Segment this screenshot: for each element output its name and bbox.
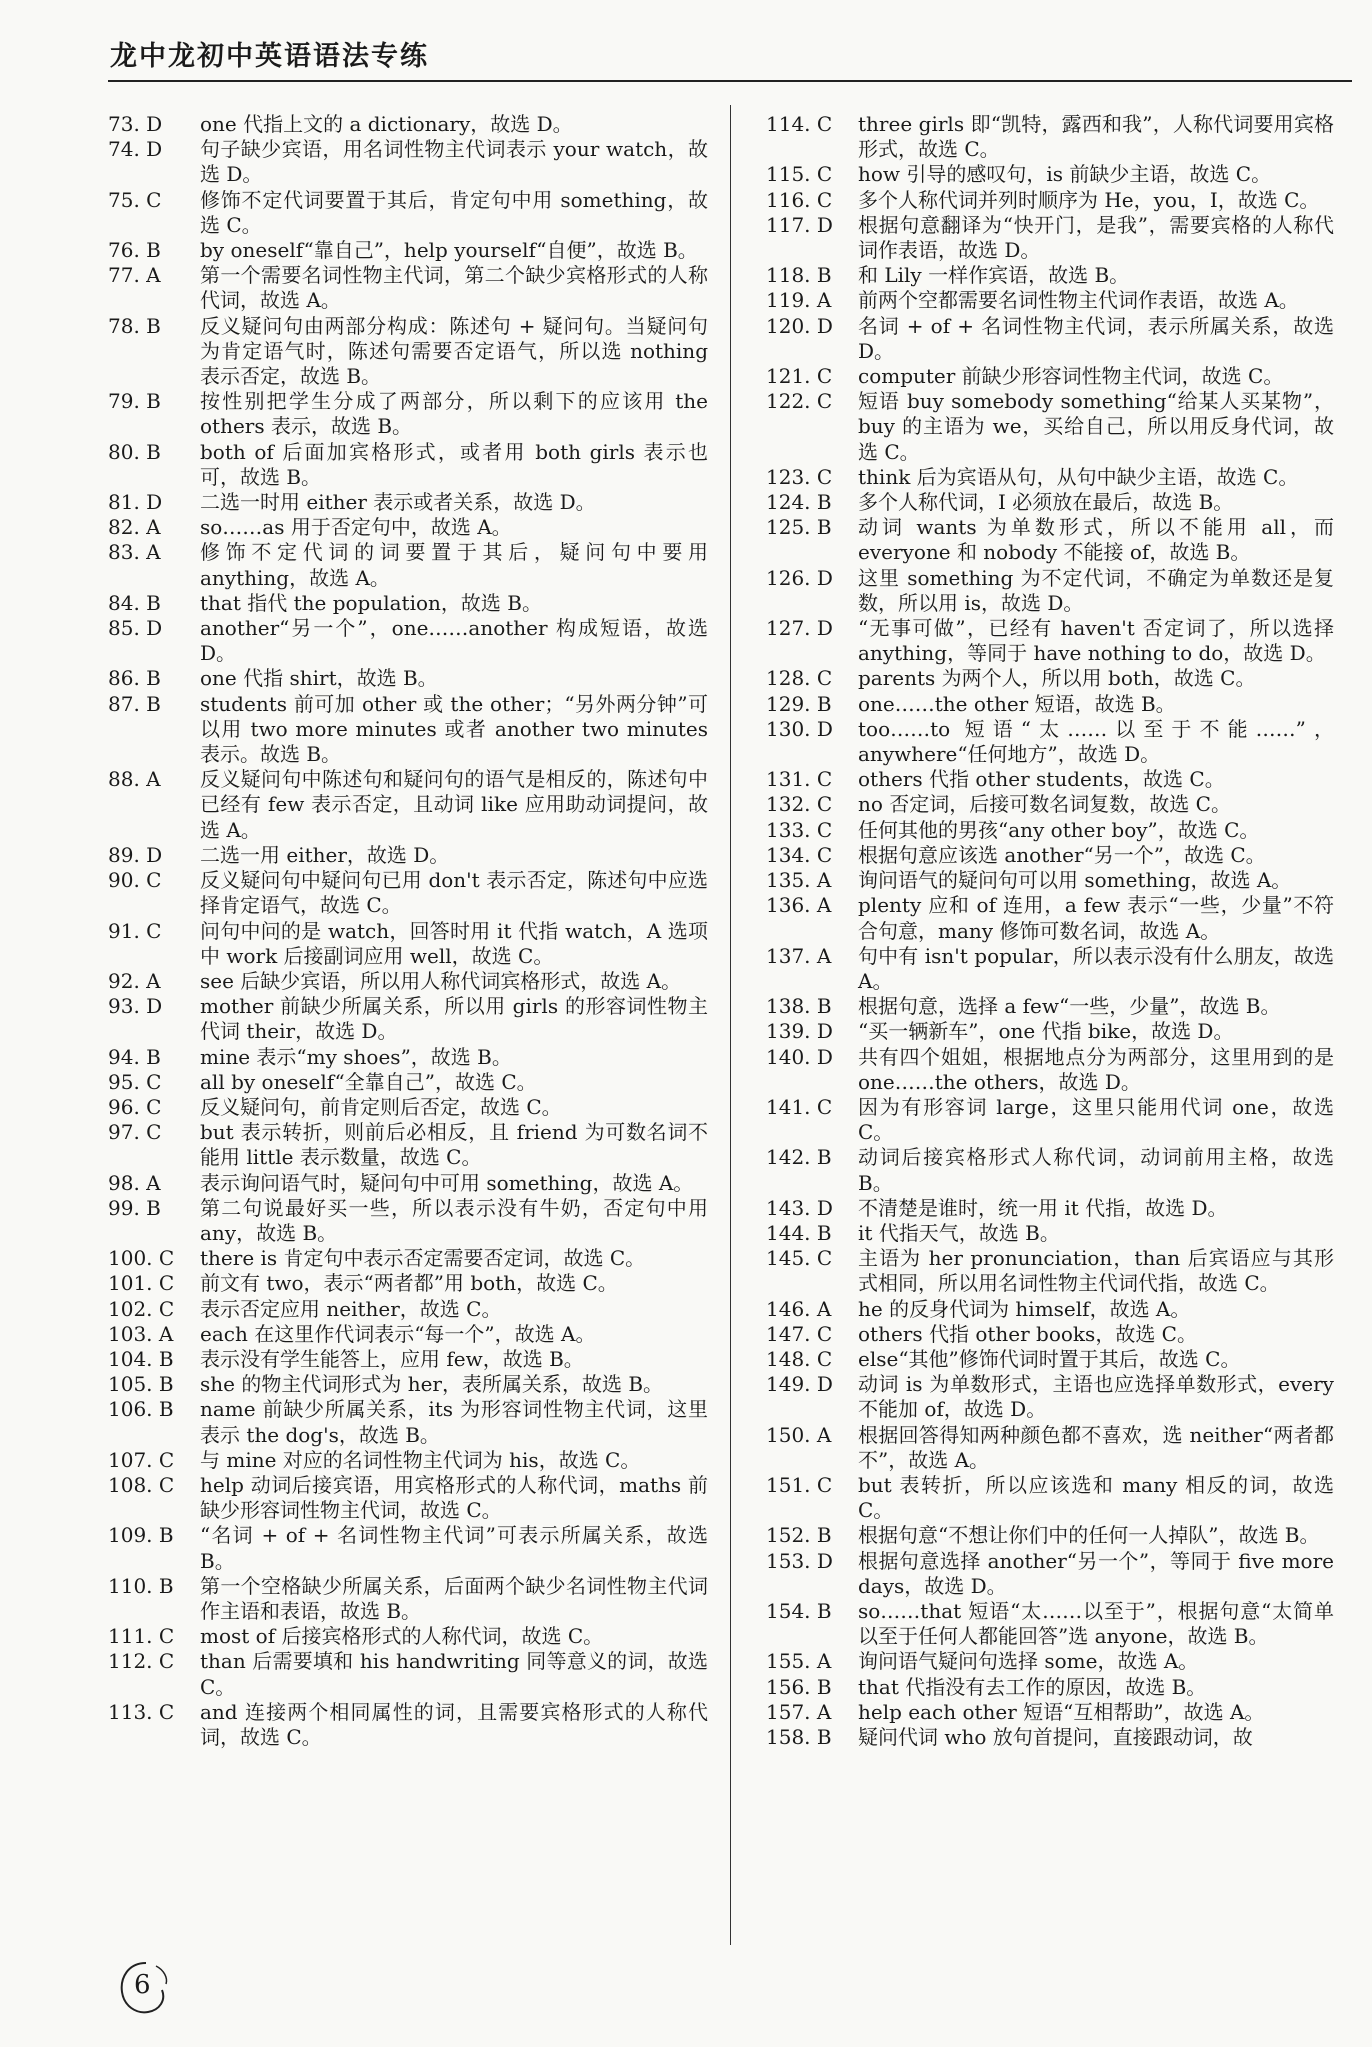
answer-item bbox=[108, 1700, 708, 1750]
answer-item bbox=[108, 515, 708, 540]
answer-explanation: 动词 wants 为单数形式，所以不能用 all，而 everyone 和 nobody 不能接 of，故选 B。 bbox=[858, 515, 1334, 565]
answer-number: 145. C bbox=[766, 1246, 833, 1271]
answer-explanation: three girls 即“凯特，露西和我”，人称代词要用宾格形式，故选 C。 bbox=[858, 112, 1334, 162]
answer-number: 118. B bbox=[766, 263, 832, 288]
answer-explanation: no 否定词，后接可数名词复数，故选 C。 bbox=[858, 792, 1231, 817]
answer-explanation: 表示否定应用 neither，故选 C。 bbox=[200, 1296, 502, 1321]
answer-item bbox=[766, 1322, 1334, 1347]
answer-explanation: 根据句意，选择 a few“一些，少量”，故选 B。 bbox=[858, 994, 1281, 1019]
answer-item bbox=[108, 1322, 708, 1347]
answer-item bbox=[766, 162, 1334, 187]
answer-number: 132. C bbox=[766, 792, 833, 817]
answer-explanation: all by oneself“全靠自己”，故选 C。 bbox=[200, 1069, 537, 1094]
answer-explanation: “无事可做”，已经有 haven't 否定词了，所以选择 anything，等同于 have nothing to do，故选 D。 bbox=[858, 616, 1334, 666]
answer-item bbox=[766, 1196, 1334, 1221]
answer-number: 112. C bbox=[108, 1649, 175, 1674]
answer-number: 130. D bbox=[766, 716, 833, 741]
page-number: 6 bbox=[134, 1970, 151, 2000]
answer-number: 154. B bbox=[766, 1598, 832, 1623]
answer-number: 144. B bbox=[766, 1220, 832, 1245]
answer-number: 94. B bbox=[108, 1044, 161, 1069]
answer-number: 81. D bbox=[108, 490, 163, 515]
answer-number: 126. D bbox=[766, 565, 833, 590]
answer-explanation: parents 为两个人，所以用 both，故选 C。 bbox=[858, 666, 1256, 691]
answer-number: 91. C bbox=[108, 918, 162, 943]
answer-explanation: 与 mine 对应的名词性物主代词为 his，故选 C。 bbox=[200, 1447, 641, 1472]
answer-explanation: how 引导的感叹句，is 前缺少主语，故选 C。 bbox=[858, 162, 1272, 187]
header-rule bbox=[108, 80, 1352, 82]
answer-item bbox=[766, 818, 1334, 843]
answer-item bbox=[766, 1725, 1334, 1750]
answer-item bbox=[766, 1649, 1334, 1674]
answer-number: 73. D bbox=[108, 112, 163, 136]
answer-number: 93. D bbox=[108, 994, 163, 1019]
answer-number: 151. C bbox=[766, 1472, 833, 1497]
answer-explanation: computer 前缺少形容词性物主代词，故选 C。 bbox=[858, 364, 1284, 389]
answer-number: 76. B bbox=[108, 238, 161, 263]
answer-explanation: plenty 应和 of 连用，a few 表示“一些，少量”不符合句意，many 修饰可数名词，故选 A。 bbox=[858, 893, 1334, 943]
answer-number: 77. A bbox=[108, 263, 161, 288]
answer-item bbox=[108, 1246, 708, 1271]
left-answer-column bbox=[108, 112, 708, 1750]
page-number-badge bbox=[116, 1958, 176, 2018]
answer-explanation: 多个人称代词，I 必须放在最后，故选 B。 bbox=[858, 490, 1234, 515]
answer-number: 146. A bbox=[766, 1296, 832, 1321]
answer-explanation: and 连接两个相同属性的词，且需要宾格形式的人称代词，故选 C。 bbox=[200, 1699, 708, 1749]
answer-number: 137. A bbox=[766, 943, 832, 968]
answer-item bbox=[766, 1523, 1334, 1548]
answer-item bbox=[108, 1372, 708, 1397]
answer-explanation: 问句中问的是 watch，回答时用 it 代指 watch，A 选项中 work 后接副词应用 well，故选 C。 bbox=[200, 918, 708, 968]
answer-item bbox=[766, 994, 1334, 1019]
answer-explanation: “名词 + of + 名词性物主代词”可表示所属关系，故选 B。 bbox=[200, 1523, 708, 1573]
answer-number: 86. B bbox=[108, 666, 161, 691]
answer-number: 99. B bbox=[108, 1195, 161, 1220]
answer-number: 122. C bbox=[766, 389, 833, 414]
answer-number: 149. D bbox=[766, 1372, 833, 1397]
answer-item bbox=[766, 792, 1334, 817]
answer-number: 148. C bbox=[766, 1346, 833, 1371]
answer-explanation: most of 后接宾格形式的人称代词，故选 C。 bbox=[200, 1624, 604, 1649]
answer-item bbox=[766, 767, 1334, 792]
answer-explanation: 任何其他的男孩“any other boy”，故选 C。 bbox=[858, 817, 1260, 842]
answer-explanation: help each other 短语“互相帮助”，故选 A。 bbox=[858, 1699, 1265, 1724]
answer-number: 105. B bbox=[108, 1372, 174, 1397]
answer-number: 138. B bbox=[766, 994, 832, 1019]
answer-number: 157. A bbox=[766, 1699, 832, 1724]
answer-explanation: 表示没有学生能答上，应用 few，故选 B。 bbox=[200, 1346, 584, 1371]
answer-item bbox=[766, 188, 1334, 213]
answer-number: 123. C bbox=[766, 464, 833, 489]
answer-item bbox=[108, 1120, 708, 1170]
answer-item bbox=[766, 1095, 1334, 1145]
answer-explanation: it 代指天气，故选 B。 bbox=[858, 1220, 1060, 1245]
answer-item bbox=[766, 1019, 1334, 1044]
answer-number: 128. C bbox=[766, 666, 833, 691]
answer-item bbox=[108, 1473, 708, 1523]
answer-explanation: 这里 something 为不定代词，不确定为单数还是复数，所以用 is，故选 D。 bbox=[858, 565, 1334, 615]
answer-number: 95. C bbox=[108, 1069, 162, 1094]
answer-item bbox=[108, 1649, 708, 1699]
answer-explanation: 句子缺少宾语，用名词性物主代词表示 your watch，故选 D。 bbox=[200, 137, 708, 187]
answer-explanation: others 代指 other students，故选 C。 bbox=[858, 767, 1225, 792]
answer-item bbox=[766, 944, 1334, 994]
answer-item bbox=[766, 868, 1334, 893]
answer-explanation: 二选一时用 either 表示或者关系，故选 D。 bbox=[200, 490, 596, 515]
answer-number: 136. A bbox=[766, 893, 832, 918]
answer-explanation: mine 表示“my shoes”，故选 B。 bbox=[200, 1044, 512, 1069]
answer-explanation: one……the other 短语，故选 B。 bbox=[858, 691, 1176, 716]
answer-item bbox=[108, 112, 708, 137]
answer-item bbox=[766, 1675, 1334, 1700]
answer-number: 102. C bbox=[108, 1296, 175, 1321]
answer-item bbox=[766, 490, 1334, 515]
answer-item bbox=[108, 1271, 708, 1296]
answer-number: 119. A bbox=[766, 288, 832, 313]
answer-number: 106. B bbox=[108, 1397, 174, 1422]
answer-explanation: others 代指 other books，故选 C。 bbox=[858, 1321, 1197, 1346]
answer-item bbox=[108, 919, 708, 969]
answer-explanation: there is 肯定句中表示否定需要否定词，故选 C。 bbox=[200, 1246, 646, 1271]
answer-explanation: 句中有 isn't popular，所以表示没有什么朋友，故选 A。 bbox=[858, 943, 1334, 993]
answer-explanation: 疑问代词 who 放句首提问，直接跟动词，故 bbox=[858, 1725, 1253, 1749]
answer-explanation: 名词 + of + 名词性物主代词，表示所属关系，故选 D。 bbox=[858, 313, 1334, 363]
answer-item bbox=[766, 1347, 1334, 1372]
answer-explanation: 第一个需要名词性物主代词，第二个缺少宾格形式的人称代词，故选 A。 bbox=[200, 263, 708, 313]
answer-number: 89. D bbox=[108, 842, 163, 867]
answer-item bbox=[766, 314, 1334, 364]
answer-item bbox=[108, 389, 708, 439]
answer-number: 142. B bbox=[766, 1145, 832, 1170]
answer-explanation: he 的反身代词为 himself，故选 A。 bbox=[858, 1296, 1191, 1321]
answer-explanation: 询问语气的疑问句可以用 something，故选 A。 bbox=[858, 868, 1292, 893]
answer-number: 127. D bbox=[766, 616, 833, 641]
answer-number: 111. C bbox=[108, 1624, 175, 1649]
answer-explanation: that 代指没有去工作的原因，故选 B。 bbox=[858, 1674, 1207, 1699]
answer-item bbox=[108, 1171, 708, 1196]
answer-item bbox=[766, 1297, 1334, 1322]
answer-explanation: each 在这里作代词表示“每一个”，故选 A。 bbox=[200, 1321, 596, 1346]
answer-item bbox=[108, 540, 708, 590]
right-answer-column bbox=[766, 112, 1334, 1750]
answer-item bbox=[108, 868, 708, 918]
answer-number: 114. C bbox=[766, 112, 833, 136]
answer-item bbox=[766, 1372, 1334, 1422]
answer-explanation: 动词后接宾格形式人称代词，动词前用主格，故选 B。 bbox=[858, 1145, 1334, 1195]
answer-number: 88. A bbox=[108, 767, 161, 792]
answer-item bbox=[108, 137, 708, 187]
answer-item bbox=[108, 1095, 708, 1120]
answer-item bbox=[108, 591, 708, 616]
answer-item bbox=[766, 893, 1334, 943]
answer-explanation: 根据回答得知两种颜色都不喜欢，选 neither“两者都不”，故选 A。 bbox=[858, 1422, 1334, 1472]
answer-explanation: 共有四个姐姐，根据地点分为两部分，这里用到的是 one……the others，故选 D。 bbox=[858, 1044, 1334, 1094]
answer-number: 120. D bbox=[766, 313, 833, 338]
answer-number: 124. B bbox=[766, 490, 832, 515]
answer-item bbox=[108, 1397, 708, 1447]
answer-item bbox=[766, 112, 1334, 162]
answer-explanation: another“另一个”，one……another 构成短语，故选 D。 bbox=[200, 616, 708, 666]
answer-number: 87. B bbox=[108, 691, 161, 716]
answer-number: 156. B bbox=[766, 1674, 832, 1699]
answer-explanation: 修饰不定代词要置于其后，肯定句中用 something，故选 C。 bbox=[200, 187, 708, 237]
answer-explanation: that 指代 the population，故选 B。 bbox=[200, 590, 542, 615]
answer-explanation: but 表转折，所以应该选和 many 相反的词，故选 C。 bbox=[858, 1472, 1334, 1523]
answer-explanation: 动词 is 为单数形式，主语也应选择单数形式，every 不能加 of，故选 D。 bbox=[858, 1372, 1334, 1422]
answer-item bbox=[766, 213, 1334, 263]
answer-number: 117. D bbox=[766, 212, 833, 237]
answer-item bbox=[766, 666, 1334, 691]
answer-explanation: 不清楚是谁时，统一用 it 代指，故选 D。 bbox=[858, 1195, 1228, 1220]
answer-number: 83. A bbox=[108, 540, 161, 565]
answer-number: 129. B bbox=[766, 691, 832, 716]
answer-explanation: else“其他”修饰代词时置于其后，故选 C。 bbox=[858, 1346, 1241, 1371]
answer-explanation: 修饰不定代词的词要置于其后，疑问句中要用 anything，故选 A。 bbox=[200, 540, 708, 590]
answer-explanation: 主语为 her pronunciation，than 后宾语应与其形式相同，所以用名词性物主代词代指，故选 C。 bbox=[858, 1246, 1334, 1296]
answer-item bbox=[766, 389, 1334, 465]
answer-explanation: see 后缺少宾语，所以用人称代词宾格形式，故选 A。 bbox=[200, 968, 682, 993]
answer-number: 74. D bbox=[108, 137, 163, 162]
answer-explanation: name 前缺少所属关系，its 为形容词性物主代词，这里表示 the dog's，故选 B。 bbox=[200, 1397, 708, 1447]
answer-explanation: than 后需要填和 his handwriting 同等意义的词，故选 C。 bbox=[200, 1649, 708, 1699]
answer-item bbox=[766, 364, 1334, 389]
answer-item bbox=[108, 1045, 708, 1070]
answer-number: 131. C bbox=[766, 767, 833, 792]
answer-explanation: one 代指上文的 a dictionary，故选 D。 bbox=[200, 112, 573, 136]
answer-item bbox=[766, 465, 1334, 490]
answer-number: 135. A bbox=[766, 868, 832, 893]
answer-explanation: 反义疑问句中陈述句和疑问句的语气是相反的，陈述句中已经有 few 表示否定，且动词 like 应用助动词提问，故选 A。 bbox=[200, 767, 708, 842]
answer-item bbox=[766, 616, 1334, 666]
answer-item bbox=[108, 490, 708, 515]
answer-item bbox=[766, 692, 1334, 717]
answer-number: 133. C bbox=[766, 817, 833, 842]
answer-item bbox=[108, 1297, 708, 1322]
answer-item bbox=[108, 616, 708, 666]
answer-number: 153. D bbox=[766, 1548, 833, 1573]
answer-number: 134. C bbox=[766, 842, 833, 867]
answer-number: 158. B bbox=[766, 1725, 832, 1749]
answer-item bbox=[766, 843, 1334, 868]
answer-number: 139. D bbox=[766, 1019, 833, 1044]
answer-number: 78. B bbox=[108, 313, 161, 338]
answer-explanation: 根据句意“不想让你们中的任何一人掉队”，故选 B。 bbox=[858, 1523, 1320, 1548]
answer-number: 116. C bbox=[766, 187, 833, 212]
answer-number: 107. C bbox=[108, 1447, 175, 1472]
answer-item bbox=[108, 1070, 708, 1095]
answer-item bbox=[108, 188, 708, 238]
answer-explanation: so……as 用于否定句中，故选 A。 bbox=[200, 515, 512, 540]
answer-number: 115. C bbox=[766, 162, 833, 187]
answer-explanation: 前两个空都需要名词性物主代词作表语，故选 A。 bbox=[858, 288, 1299, 313]
answer-explanation: 表示询问语气时，疑问句中可用 something，故选 A。 bbox=[200, 1170, 694, 1195]
answer-item bbox=[108, 969, 708, 994]
answer-explanation: think 后为宾语从句，从句中缺少主语，故选 C。 bbox=[858, 464, 1299, 489]
column-divider bbox=[730, 105, 731, 1945]
answer-explanation: 根据句意应该选 another“另一个”，故选 C。 bbox=[858, 842, 1266, 867]
answer-item bbox=[108, 1347, 708, 1372]
answer-item bbox=[766, 288, 1334, 313]
answer-item bbox=[108, 314, 708, 390]
answer-explanation: 和 Lily 一样作宾语，故选 B。 bbox=[858, 263, 1130, 288]
answer-number: 121. C bbox=[766, 364, 833, 389]
page-header-title: 龙中龙初中英语语法专练 bbox=[110, 41, 429, 72]
answer-number: 75. C bbox=[108, 187, 162, 212]
answer-explanation: mother 前缺少所属关系，所以用 girls 的形容词性物主代词 their，故选 D。 bbox=[200, 994, 708, 1044]
answer-explanation: so……that 短语“太……以至于”，根据句意“太简单以至于任何人都能回答”选 anyone，故选 B。 bbox=[858, 1598, 1334, 1649]
answer-number: 101. C bbox=[108, 1271, 175, 1296]
answer-explanation: 反义疑问句由两部分构成：陈述句 + 疑问句。当疑问句为肯定语气时，陈述句需要否定语气，所以选 nothing 表示否定，故选 B。 bbox=[200, 313, 708, 389]
answer-number: 82. A bbox=[108, 515, 161, 540]
answer-item bbox=[766, 566, 1334, 616]
answer-explanation: 询问语气疑问句选择 some，故选 A。 bbox=[858, 1649, 1199, 1674]
answer-number: 96. C bbox=[108, 1094, 162, 1119]
answer-number: 150. A bbox=[766, 1422, 832, 1447]
answer-explanation: 根据句意选择 another“另一个”，等同于 five more days，故选 D。 bbox=[858, 1548, 1334, 1598]
answer-item bbox=[766, 717, 1334, 767]
answer-item bbox=[766, 1045, 1334, 1095]
answer-explanation: too……to 短语“太……以至于不能……”，anywhere“任何地方”，故选 D。 bbox=[858, 716, 1334, 767]
answer-explanation: 前文有 two，表示“两者都”用 both，故选 C。 bbox=[200, 1271, 618, 1296]
answer-item bbox=[108, 1523, 708, 1573]
answer-number: 141. C bbox=[766, 1094, 833, 1119]
answer-number: 109. B bbox=[108, 1523, 174, 1548]
answer-explanation: she 的物主代词形式为 her，表所属关系，故选 B。 bbox=[200, 1372, 664, 1397]
answer-item bbox=[766, 1145, 1334, 1195]
answer-number: 140. D bbox=[766, 1044, 833, 1069]
answer-item bbox=[766, 1246, 1334, 1296]
answer-item bbox=[766, 1221, 1334, 1246]
answer-number: 155. A bbox=[766, 1649, 832, 1674]
answer-explanation: 二选一用 either，故选 D。 bbox=[200, 842, 450, 867]
answer-explanation: 反义疑问句中疑问句已用 don't 表示否定，陈述句中应选择肯定语气，故选 C。 bbox=[200, 868, 708, 918]
answer-explanation: by oneself“靠自己”，help yourself“自便”，故选 B。 bbox=[200, 238, 698, 263]
answer-explanation: but 表示转折，则前后必相反，且 friend 为可数名词不能用 little 表示数量，故选 C。 bbox=[200, 1120, 708, 1170]
answer-number: 97. C bbox=[108, 1120, 162, 1145]
answer-number: 108. C bbox=[108, 1472, 175, 1497]
answer-number: 85. D bbox=[108, 616, 163, 641]
answer-number: 100. C bbox=[108, 1246, 175, 1271]
answer-number: 143. D bbox=[766, 1195, 833, 1220]
answer-explanation: 因为有形容词 large，这里只能用代词 one，故选 C。 bbox=[858, 1094, 1334, 1145]
answer-item bbox=[108, 1448, 708, 1473]
answer-explanation: 根据句意翻译为“快开门，是我”，需要宾格的人称代词作表语，故选 D。 bbox=[858, 212, 1334, 263]
answer-item bbox=[108, 1196, 708, 1246]
answer-number: 147. C bbox=[766, 1321, 833, 1346]
answer-number: 103. A bbox=[108, 1321, 174, 1346]
answer-number: 98. A bbox=[108, 1170, 161, 1195]
answer-number: 79. B bbox=[108, 389, 161, 414]
answer-explanation: 按性别把学生分成了两部分，所以剩下的应该用 the others 表示，故选 B。 bbox=[200, 389, 708, 439]
answer-explanation: students 前可加 other 或 the other；“另外两分钟”可以用 two more minutes 或者 another two minutes 表示。故选 B。 bbox=[200, 691, 708, 767]
answer-item bbox=[108, 994, 708, 1044]
answer-explanation: 第二句说最好买一些，所以表示没有牛奶，否定句中用 any，故选 B。 bbox=[200, 1195, 708, 1245]
answer-number: 113. C bbox=[108, 1699, 175, 1724]
answer-item bbox=[108, 263, 708, 313]
answer-item bbox=[766, 263, 1334, 288]
answer-explanation: 短语 buy somebody something“给某人买某物”，buy 的主语为 we，买给自己，所以用反身代词，故选 C。 bbox=[858, 389, 1334, 464]
answer-explanation: 第一个空格缺少所属关系，后面两个缺少名词性物主代词作主语和表语，故选 B。 bbox=[200, 1573, 708, 1623]
answer-item bbox=[766, 1549, 1334, 1599]
answer-item bbox=[108, 767, 708, 843]
answer-number: 110. B bbox=[108, 1573, 174, 1598]
answer-item bbox=[108, 238, 708, 263]
answer-item bbox=[766, 1599, 1334, 1649]
answer-explanation: 多个人称代词并列时顺序为 He，you，I，故选 C。 bbox=[858, 187, 1320, 212]
answer-item bbox=[766, 1423, 1334, 1473]
answer-item bbox=[108, 666, 708, 691]
answer-item bbox=[108, 1624, 708, 1649]
answer-explanation: help 动词后接宾语，用宾格形式的人称代词，maths 前缺少形容词性物主代词，故选 C。 bbox=[200, 1472, 708, 1523]
answer-explanation: one 代指 shirt，故选 B。 bbox=[200, 666, 438, 691]
answer-number: 80. B bbox=[108, 439, 161, 464]
answer-number: 84. B bbox=[108, 590, 161, 615]
answer-item bbox=[108, 440, 708, 490]
answer-explanation: 反义疑问句，前肯定则后否定，故选 C。 bbox=[200, 1094, 562, 1119]
answer-number: 90. C bbox=[108, 868, 162, 893]
answer-number: 125. B bbox=[766, 515, 832, 540]
answer-explanation: “买一辆新车”，one 代指 bike，故选 D。 bbox=[858, 1019, 1234, 1044]
answer-explanation: both of 后面加宾格形式，或者用 both girls 表示也可，故选 B。 bbox=[200, 439, 708, 489]
answer-item bbox=[108, 1574, 708, 1624]
answer-number: 92. A bbox=[108, 968, 161, 993]
answer-number: 152. B bbox=[766, 1523, 832, 1548]
answer-item bbox=[108, 843, 708, 868]
answer-item bbox=[766, 1700, 1334, 1725]
answer-item bbox=[766, 1473, 1334, 1523]
answer-number: 104. B bbox=[108, 1346, 174, 1371]
answer-item bbox=[766, 515, 1334, 565]
answer-item bbox=[108, 692, 708, 768]
